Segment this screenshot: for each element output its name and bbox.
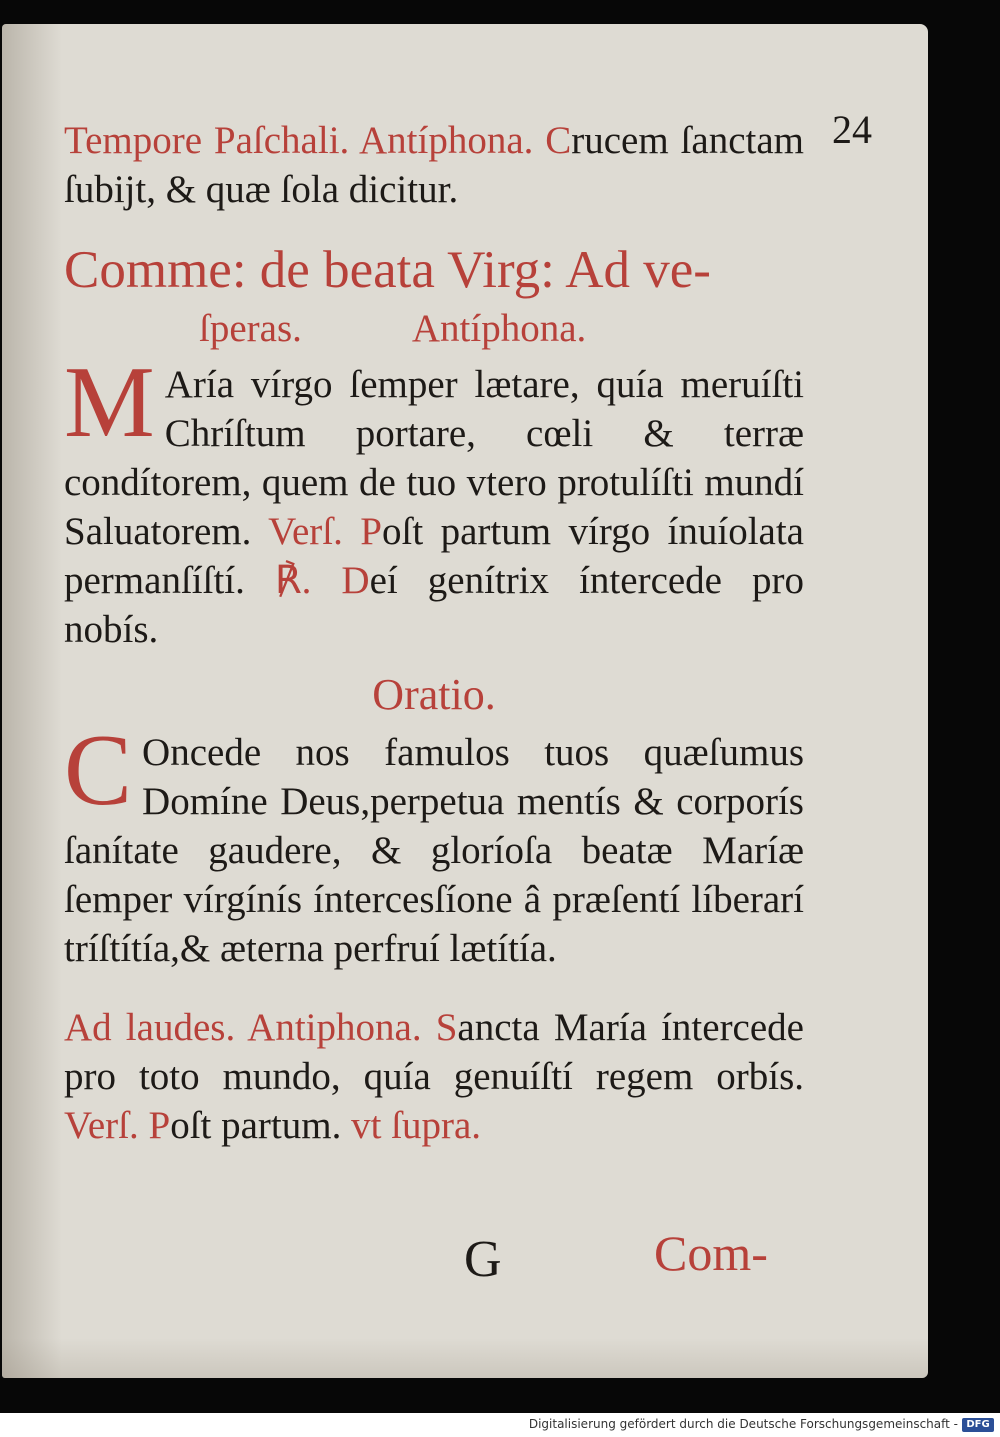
dfg-logo-icon[interactable]: DFG [962,1418,994,1432]
page-number: 24 [832,107,872,152]
signature-mark: G [464,1231,502,1288]
laudes-text-2: oſt partum. [170,1104,342,1147]
antiphon-vers-initial: P [360,510,382,553]
antiphon-dropcap: M [64,346,155,459]
catchword: Com- [654,1225,768,1281]
laudes-red-end: vt ſupra. [351,1104,482,1147]
oratio-text: Oncede nos famulos tuos quæſumus Domíne Deus,perpetua mentís & corporís ſanítate gaudere, & gloríoſa beatæ Maríæ ſemper vírgínís íntercesſíone â præſentí líberarí tríſtítía,& æterna perfruí lætítía. [64,731,804,970]
paschal-text: rucem ſanctam ſubĳt, & quæ ſola dicitur. [64,119,804,211]
antiphon-vers-label: Verſ. [268,510,343,553]
page-gutter-shadow [2,24,62,1378]
paschal-rubric [64,116,804,214]
laudes-red-initial: S [435,1006,458,1049]
laudes-text-1: ancta María íntercede pro toto mundo, quía genuíſtí regem orbís. [64,1006,804,1098]
footer-bar [0,1413,1000,1437]
antiphon-text-3: eí genítrix íntercede pro nobís. [64,559,805,651]
antiphon-text-2: oſt partum vírgo ínuíolata permanſíſtí. [64,510,804,602]
page-text-block [64,116,804,1150]
footer-credit: Digitalisierung gefördert durch die Deutsche Forschungsgemeinschaft - [528,1417,958,1431]
antiphon-text-1: Aría vírgo ſemper lætare, quía meruíſti Chríſtum portare, cœli & terræ condítorem, quem de tuo vtero protulíſti mundí Saluatorem. [64,363,804,553]
antiphon-response-label: ℟. [274,559,312,602]
laudes-red-intro: Ad laudes. Antiphona. [64,1006,422,1049]
antiphon-response-initial: D [341,559,370,602]
page-bottom-shadow [2,1338,928,1378]
antiphon-paragraph [64,346,805,654]
book-page [2,24,928,1378]
paschal-red-initial: C [545,119,572,162]
paschal-red-intro: Tempore Paſchali. Antíphona. [64,119,534,162]
commemoration-antiphona: Antíphona. [411,307,587,350]
commemoration-heading: Comme: de beata Virg: Ad ve- [64,241,711,299]
oratio-title: Oratio. [372,670,496,719]
laudes-paragraph [64,1003,804,1150]
commemoration-subheading [64,306,804,352]
commemoration-vesperas: ſperas. [199,307,302,350]
oratio-dropcap: C [64,714,133,827]
laudes-vers-initial: P [148,1104,171,1147]
laudes-vers-label: Verſ. [64,1104,139,1147]
oratio-paragraph [64,714,804,973]
